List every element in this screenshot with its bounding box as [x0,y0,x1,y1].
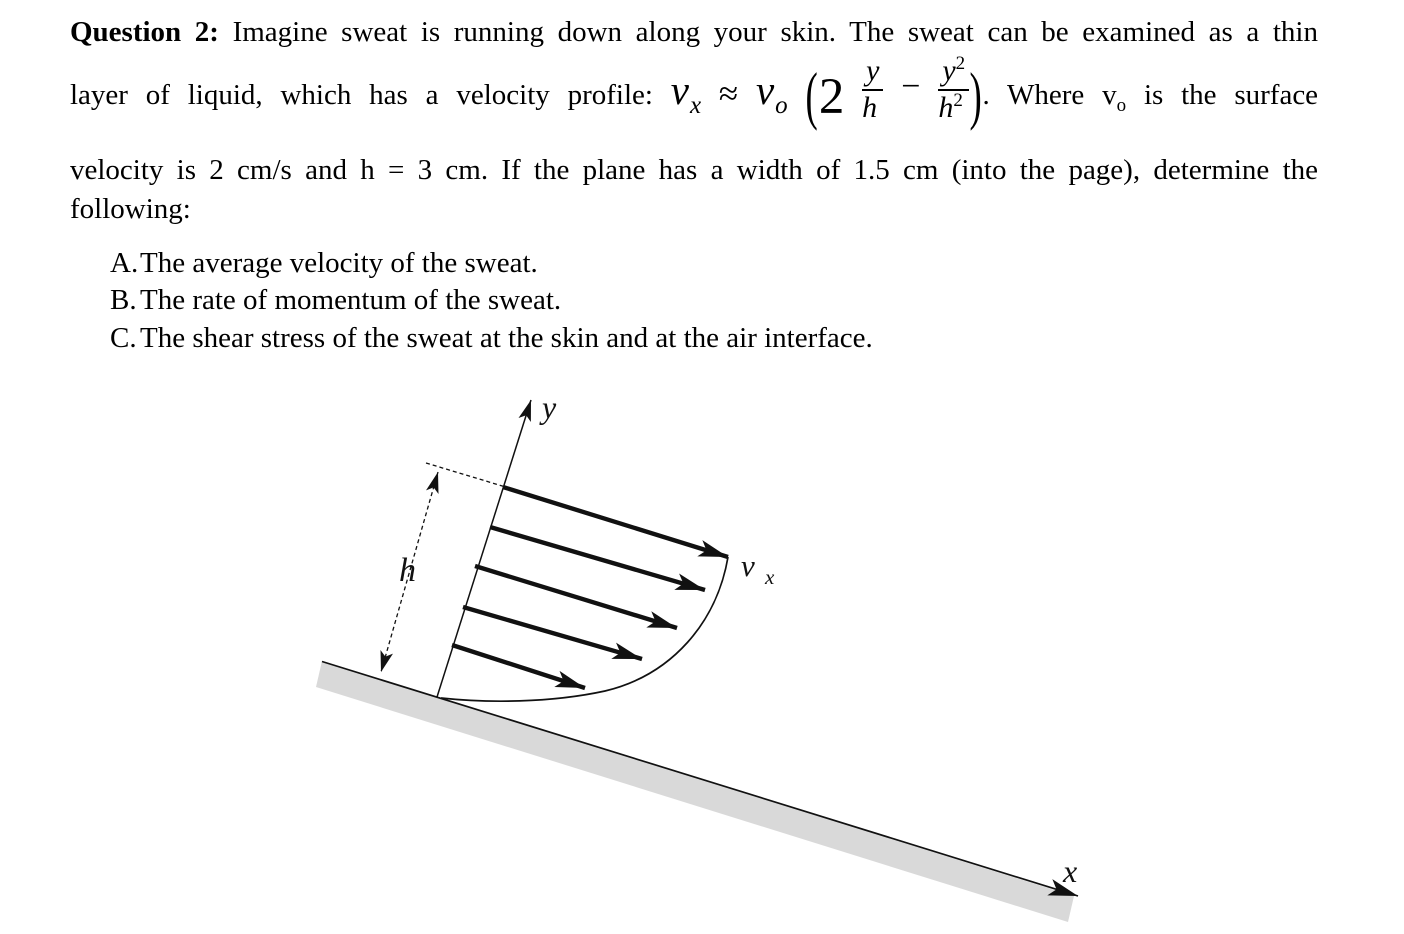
formula-period: . [982,79,990,111]
item-a-text: The average velocity of the sweat. [140,246,538,279]
vx-label-subscript: x [765,565,775,589]
formula-right-paren: ) [969,58,982,132]
item-b-label: B. [110,284,137,317]
formula-vx-v: v [670,67,689,113]
x-axis-label: x [1063,853,1078,889]
line2-vo-subscript: o [1116,94,1127,116]
formula-approx-sign: ≈ [718,74,739,113]
line2-where-text: Where v [1007,79,1117,111]
velocity-profile-curve [441,557,728,701]
line2-prefix: layer of liquid, which has a velocity profile: [70,79,653,111]
problem-line-4: following: [70,192,191,225]
formula-minus-sign: − [901,68,921,105]
y-axis-label: y [542,389,557,425]
fraction2-num-base: y [942,54,956,88]
item-c-text: The shear stress of the sweat at the skin and at the air interface. [140,321,873,354]
question-label: Question 2: [70,16,219,48]
velocity-arrow [463,607,642,659]
formula-left-paren: ( [806,58,819,132]
vx-label: v [741,548,755,583]
x-axis-line [322,662,1078,897]
line1-text: Imagine sweat is running down along your skin. The sweat can be examined as a thin [232,16,1318,48]
velocity-arrow [452,645,585,688]
fraction2-den-exponent: 2 [953,90,963,111]
y-axis-line [437,400,531,697]
inclined-surface [316,661,1074,922]
item-a-label: A. [110,246,139,279]
velocity-arrow [503,487,728,557]
formula-vo-v: v [755,67,775,113]
formula-coefficient-2: 2 [818,69,845,125]
fraction2-den-base: h [938,91,954,124]
formula-vx-sub: x [689,92,702,119]
fraction1-numerator: y [862,55,883,91]
line2-suffix: is the surface [1143,79,1319,111]
fraction2-num-exponent: 2 [955,53,966,75]
item-c-label: C. [110,321,137,354]
h-label: h [399,552,416,589]
formula-vo-sub: o [775,92,788,119]
item-b-text: The rate of momentum of the sweat. [140,284,562,317]
problem-line-3: velocity is 2 cm/s and h = 3 cm. If the plane has a width of 1.5 cm (into the page), determine the [70,153,1318,186]
fraction1-denominator: h [862,91,878,124]
